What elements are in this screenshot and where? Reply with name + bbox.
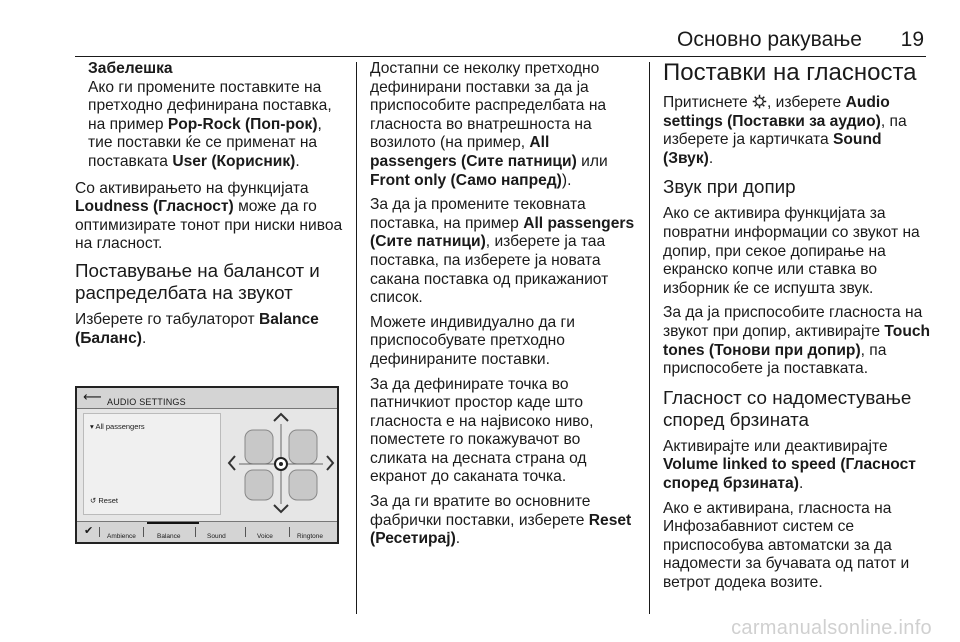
menu-term: Reset (Ресетирај) xyxy=(370,511,632,548)
page-header xyxy=(0,0,960,56)
text: може да го оптимизирате тонот при ниски нивоа на гласност. xyxy=(75,198,343,253)
text: Притиснете xyxy=(663,94,752,111)
note-text xyxy=(88,79,350,172)
reset-label: Reset xyxy=(98,495,118,505)
paragraph xyxy=(370,196,638,308)
paragraph xyxy=(370,60,638,190)
active-tab-indicator xyxy=(147,522,199,524)
text: Активирајте или деактивирајте xyxy=(663,437,888,455)
screen-tab-bar xyxy=(77,521,337,542)
tab-separator xyxy=(289,527,290,537)
text: Со активирањето на функцијата xyxy=(75,179,309,197)
main-heading: Поставки на гласноста xyxy=(663,59,917,86)
paragraph: За да дефинирате точка во патничкиот простор каде што гласноста е на највисоко ниво, поместете го покажувачот во сликата на десната страна од екранот до саканата точка. xyxy=(370,375,594,486)
tab-separator xyxy=(143,527,144,537)
seat-balance-graphic xyxy=(227,410,335,516)
reset-item xyxy=(90,492,118,511)
text: , изберете xyxy=(766,94,846,111)
text: Ако ги промените поставките на претходно дефинирана поставка, на пример xyxy=(88,78,332,133)
column-middle xyxy=(370,60,638,555)
menu-term: All passengers (Сите патници) xyxy=(370,214,635,251)
paragraph xyxy=(370,493,638,549)
paragraph xyxy=(663,304,933,378)
tab-ringtone: Ringtone xyxy=(297,533,324,541)
seat-rear-left xyxy=(245,470,273,500)
text: . xyxy=(295,152,300,170)
tab-ambience: Ambience xyxy=(107,533,136,541)
text: ). xyxy=(561,171,572,189)
menu-term: Balance (Баланс) xyxy=(75,310,319,347)
section-heading: Звук при допир xyxy=(663,176,796,198)
paragraph: Можете индивидуално да ги приспособувате претходно дефинираните поставки. xyxy=(370,313,575,368)
column-divider xyxy=(356,62,357,614)
tab-separator xyxy=(245,527,246,537)
section-heading: Гласност со надоместување според брзината xyxy=(663,386,912,430)
page-number: 19 xyxy=(900,28,924,51)
note-block xyxy=(88,60,350,172)
left-arrow-icon xyxy=(229,456,235,470)
text: , па приспособете ја поставката. xyxy=(663,341,887,378)
menu-term: All passengers (Сите патници) xyxy=(370,134,577,170)
text: За да ги вратите во основните фабрички поставки, изберете xyxy=(370,493,591,529)
text: Изберете го табулаторот xyxy=(75,310,259,328)
reset-icon: ↺ xyxy=(90,495,99,505)
paragraph xyxy=(75,311,350,348)
column-left xyxy=(75,60,350,544)
menu-term: Touch tones (Тонови при допир) xyxy=(663,322,931,359)
back-arrow-icon: ⟵ xyxy=(83,389,102,405)
tab-sound: Sound xyxy=(207,533,226,541)
section-heading: Поставување на балансот и распределбата на звукот xyxy=(75,259,320,303)
seat-front-left xyxy=(245,430,273,464)
check-icon: ✔ xyxy=(84,525,94,538)
paragraph: Ако е активирана, гласноста на Инфозабавниот систем се приспособува автоматски за да надомести за бучавата од патот и ветрот додека возите. xyxy=(663,499,910,591)
preset-panel xyxy=(83,413,221,515)
text: Достапни се неколку претходно дефинирани поставки за да ја приспособите распределбата на гласноста во внатрешноста на возилото (на пример, xyxy=(370,60,607,152)
preset-label: All passengers xyxy=(95,422,145,432)
right-arrow-icon xyxy=(327,456,333,470)
seat-rear-right xyxy=(289,470,317,500)
menu-term: User (Корисник) xyxy=(172,152,296,170)
text: . xyxy=(798,474,804,492)
text: За да ја приспособите гласноста на звукот при допир, активирајте xyxy=(663,304,923,340)
column-right xyxy=(663,60,933,598)
tab-separator xyxy=(99,527,100,537)
screen-title: AUDIO SETTINGS xyxy=(107,397,186,408)
text: За да ја промените тековната поставка, на пример xyxy=(370,196,586,232)
menu-term: Audio settings (Поставки за аудио) xyxy=(663,94,890,130)
menu-term: Sound (Звук) xyxy=(663,131,882,167)
note-title: Забелешка xyxy=(88,60,173,77)
text: , изберете ја таа поставка, па изберете ја новата сакана поставка од прикажаниот список. xyxy=(370,233,609,307)
menu-term: Pop-Rock (Поп-рок) xyxy=(167,115,318,133)
tab-voice: Voice xyxy=(257,533,273,541)
audio-settings-screenshot xyxy=(75,386,339,544)
paragraph: Ако се активира функцијата за повратни информации со звукот на допир, при секое допирање на екранско копче или ставка во изборник ќе се испушта звук. xyxy=(663,205,920,297)
text: , тие поставки ќе се применат на поставката xyxy=(88,115,322,170)
screen-header xyxy=(77,388,337,409)
paragraph xyxy=(663,438,933,494)
preset-list-item xyxy=(90,418,145,437)
down-arrow-icon xyxy=(274,505,288,512)
menu-term: Loudness (Гласност) xyxy=(75,198,234,216)
header-rule xyxy=(75,56,926,57)
text: . xyxy=(455,530,461,548)
seat-front-right xyxy=(289,430,317,464)
settings-gear-icon xyxy=(752,94,767,109)
text: или xyxy=(576,152,608,170)
tab-separator xyxy=(195,527,196,537)
text: . xyxy=(708,149,714,167)
text: . xyxy=(141,329,147,347)
dropdown-icon: ▾ xyxy=(90,422,96,432)
watermark: carmanualsonline.info xyxy=(731,617,932,639)
menu-term: Front only (Само напред) xyxy=(370,171,562,189)
tab-balance: Balance xyxy=(157,533,181,541)
paragraph xyxy=(75,180,350,254)
text: , па изберете ја картичката xyxy=(663,112,907,149)
paragraph xyxy=(663,94,933,168)
column-divider xyxy=(649,62,650,614)
up-arrow-icon xyxy=(274,414,288,421)
page-title: Основно ракување xyxy=(676,28,862,51)
menu-term: Volume linked to speed (Гласност според брзината) xyxy=(663,456,916,492)
